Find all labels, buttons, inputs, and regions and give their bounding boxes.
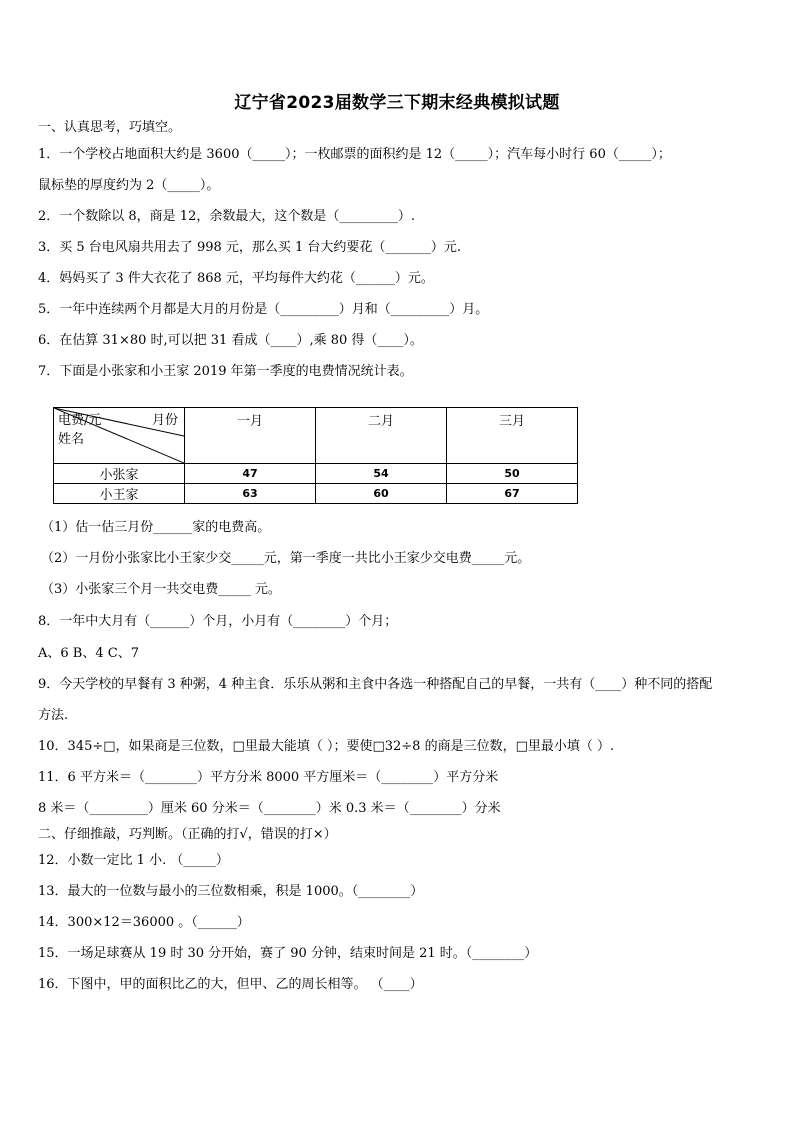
- fee-cell: 67: [447, 484, 578, 504]
- question-7: 7．下面是小张家和小王家 2019 年第一季度的电费情况统计表。: [38, 364, 413, 379]
- fee-cell: 47: [185, 464, 316, 484]
- row-name: 小王家: [54, 484, 185, 504]
- question-7-part-1: （1）估一估三月份______家的电费高。: [41, 520, 271, 535]
- corner-label-name: 姓名: [58, 432, 85, 447]
- question-11-line-1: 11．6 平方米＝（________）平方分米 8000 平方厘米＝（________）平方分米: [38, 770, 499, 785]
- question-10: 10．345÷□，如果商是三位数，□里最大能填（ ）；要使□32÷8 的商是三位数，□里最小填（ ）.: [38, 739, 615, 754]
- question-16: 16．下图中，甲的面积比乙的大，但甲、乙的周长相等。 （____）: [38, 977, 423, 992]
- question-6: 6．在估算 31×80 时,可以把 31 看成（____）,乘 80 得（____）。: [38, 333, 423, 348]
- question-7-part-3: （3）小张家三个月一共交电费_____ 元。: [41, 582, 281, 597]
- month-header: 一月: [185, 408, 316, 464]
- table-row: [54, 464, 578, 484]
- question-5: 5．一年中连续两个月都是大月的月份是（_________）月和（_________）月。: [38, 302, 489, 317]
- fee-cell: 50: [447, 464, 578, 484]
- section-1-heading: 一、认真思考，巧填空。: [38, 120, 182, 135]
- question-4: 4．妈妈买了 3 件大衣花了 868 元，平均每件大约花（______）元。: [38, 271, 434, 286]
- fee-cell: 60: [316, 484, 447, 504]
- fee-cell: 63: [185, 484, 316, 504]
- electricity-fee-table: [53, 407, 578, 504]
- section-2-heading: 二、仔细推敲，巧判断。（正确的打√，错误的打×）: [38, 827, 337, 842]
- question-7-part-2: （2）一月份小张家比小王家少交_____元，第一季度一共比小王家少交电费_____元。: [41, 551, 531, 566]
- question-8-options: A、6 B、4 C、7: [38, 646, 139, 661]
- table-corner-header: [54, 408, 185, 464]
- corner-label-fee: 电费/元: [58, 413, 102, 428]
- question-1-line-2: 鼠标垫的厚度约为 2（_____）。: [38, 178, 220, 193]
- table-row: [54, 484, 578, 504]
- question-3: 3．买 5 台电风扇共用去了 998 元，那么买 1 台大约要花（_______）元.: [38, 240, 462, 255]
- exam-title: 辽宁省2023届数学三下期末经典模拟试题: [234, 93, 560, 113]
- question-15: 15．一场足球赛从 19 时 30 分开始，赛了 90 分钟，结束时间是 21 时。（________）: [38, 946, 538, 961]
- question-11-line-2: 8 米＝（_________）厘米 60 分米＝（________）米 0.3 米＝（________）分米: [38, 801, 501, 816]
- question-9-line-1: 9．今天学校的早餐有 3 种粥，4 种主食．乐乐从粥和主食中各选一种搭配自己的早餐，一共有（____）种不同的搭配: [38, 677, 713, 692]
- question-8: 8．一年中大月有（______）个月，小月有（________）个月；: [38, 614, 398, 629]
- question-2: 2．一个数除以 8，商是 12，余数最大，这个数是（_________）.: [38, 209, 415, 224]
- corner-label-month: 月份: [151, 413, 178, 428]
- question-14: 14．300×12＝36000 。（______）: [38, 915, 250, 930]
- question-1-line-1: 1．一个学校占地面积大约是 3600（_____）；一枚邮票的面积约是 12（_____）；汽车每小时行 60（_____）；: [38, 147, 671, 162]
- fee-cell: 54: [316, 464, 447, 484]
- row-name: 小张家: [54, 464, 185, 484]
- month-header: 三月: [447, 408, 578, 464]
- question-13: 13．最大的一位数与最小的三位数相乘，积是 1000。（________）: [38, 884, 424, 899]
- question-12: 12．小数一定比 1 小. （_____）: [38, 853, 229, 868]
- month-header: 二月: [316, 408, 447, 464]
- question-9-line-2: 方法.: [38, 708, 69, 723]
